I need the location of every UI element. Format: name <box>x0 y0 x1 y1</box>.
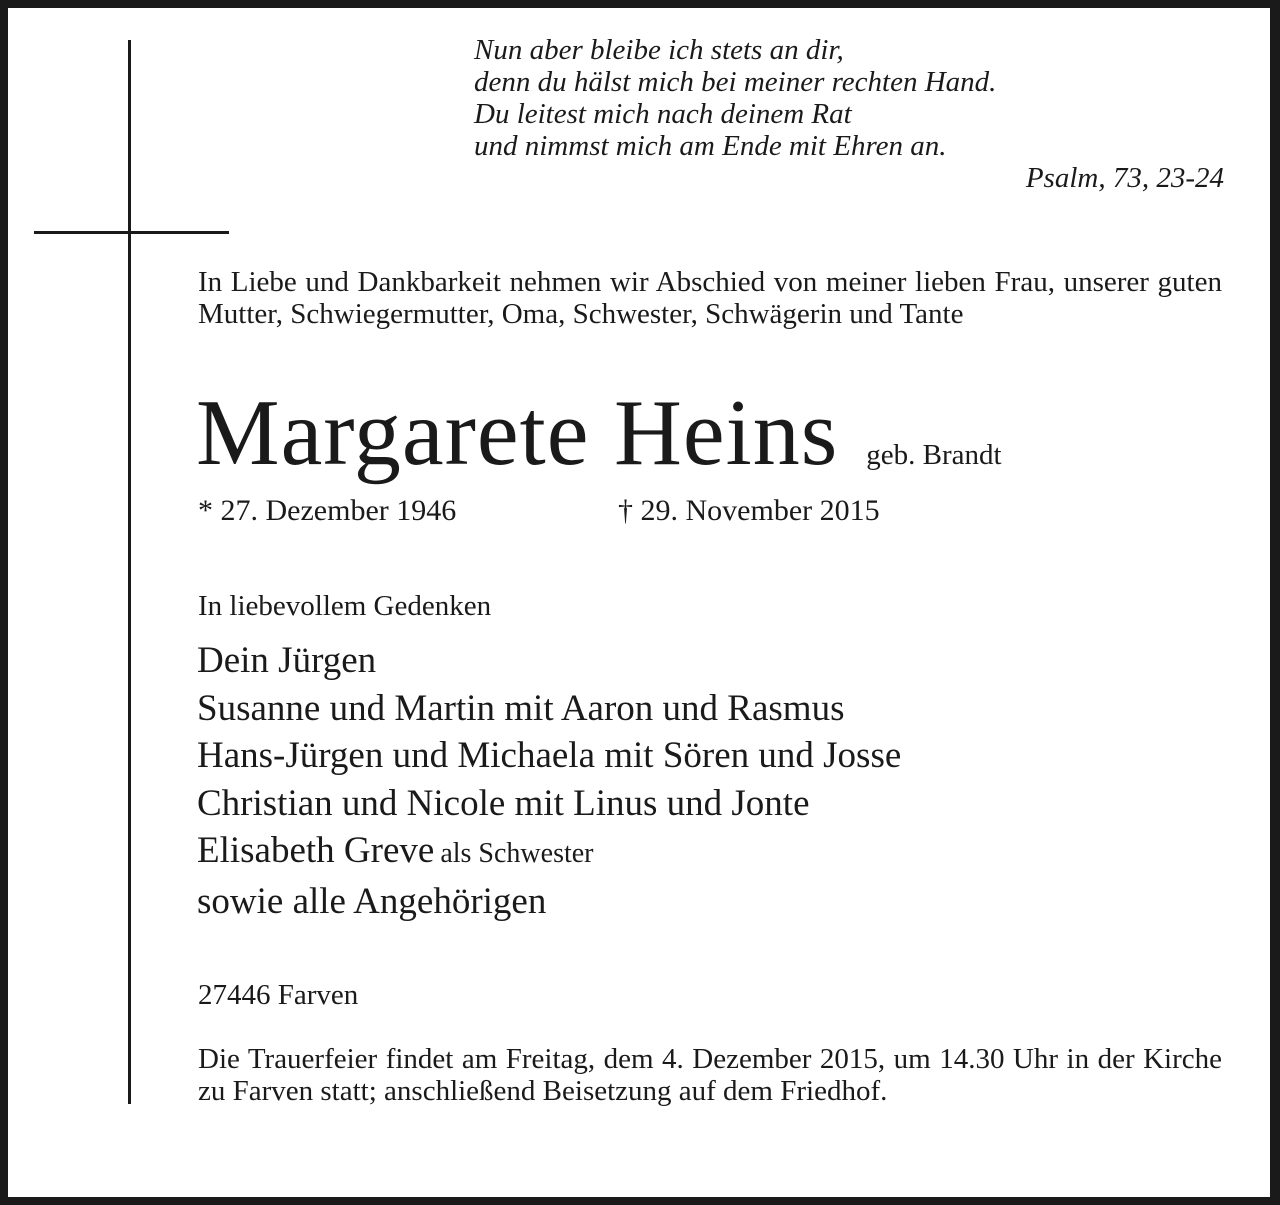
psalm-quote <box>474 34 1224 194</box>
mourner-entry: Hans-Jürgen und Michaela mit Sören und Josse <box>197 735 902 776</box>
cross-vertical-bar <box>128 40 131 1104</box>
memory-line: In liebevollem Gedenken <box>198 590 492 622</box>
psalm-reference: Psalm, 73, 23-24 <box>1025 162 1224 194</box>
mourners-list <box>197 637 901 925</box>
intro-text: In Liebe und Dankbarkeit nehmen wir Abschied von meiner lieben Frau, unserer guten Mutter, Schwiegermutter, Oma, Schwester, Schwägerin und Tante <box>198 266 1222 330</box>
birth-date: * 27. Dezember 1946 <box>198 494 457 527</box>
mourner-entry: sowie alle Angehörigen <box>197 880 547 922</box>
funeral-service-info: Die Trauerfeier findet am Freitag, dem 4. Dezember 2015, um 14.30 Uhr in der Kirche zu Farven statt; anschließend Beisetzung auf dem Friedhof. <box>198 1043 1222 1107</box>
maiden-name: geb. Brandt <box>866 439 1002 471</box>
psalm-line: und nimmst mich am Ende mit Ehren an. <box>474 130 947 162</box>
deceased-name-line <box>196 383 1002 483</box>
place-line: 27446 Farven <box>198 979 359 1011</box>
deceased-name: Margarete Heins <box>196 381 839 485</box>
cross-horizontal-bar <box>34 231 229 234</box>
mourner-entry: Susanne und Martin mit Aaron und Rasmus <box>197 687 845 729</box>
mourner-entry-with-note <box>197 827 901 878</box>
death-date: † 29. November 2015 <box>618 494 880 527</box>
mourner-entry: Dein Jürgen <box>197 640 377 681</box>
psalm-line: Nun aber bleibe ich stets an dir, <box>474 34 844 66</box>
psalm-line: denn du hälst mich bei meiner rechten Hand. <box>474 66 997 98</box>
mourner-note: als Schwester <box>440 838 594 869</box>
mourner-entry: Christian und Nicole mit Linus und Jonte <box>197 782 810 824</box>
mourner-name: Elisabeth Greve <box>197 830 435 871</box>
psalm-line: Du leitest mich nach deinem Rat <box>474 98 852 130</box>
